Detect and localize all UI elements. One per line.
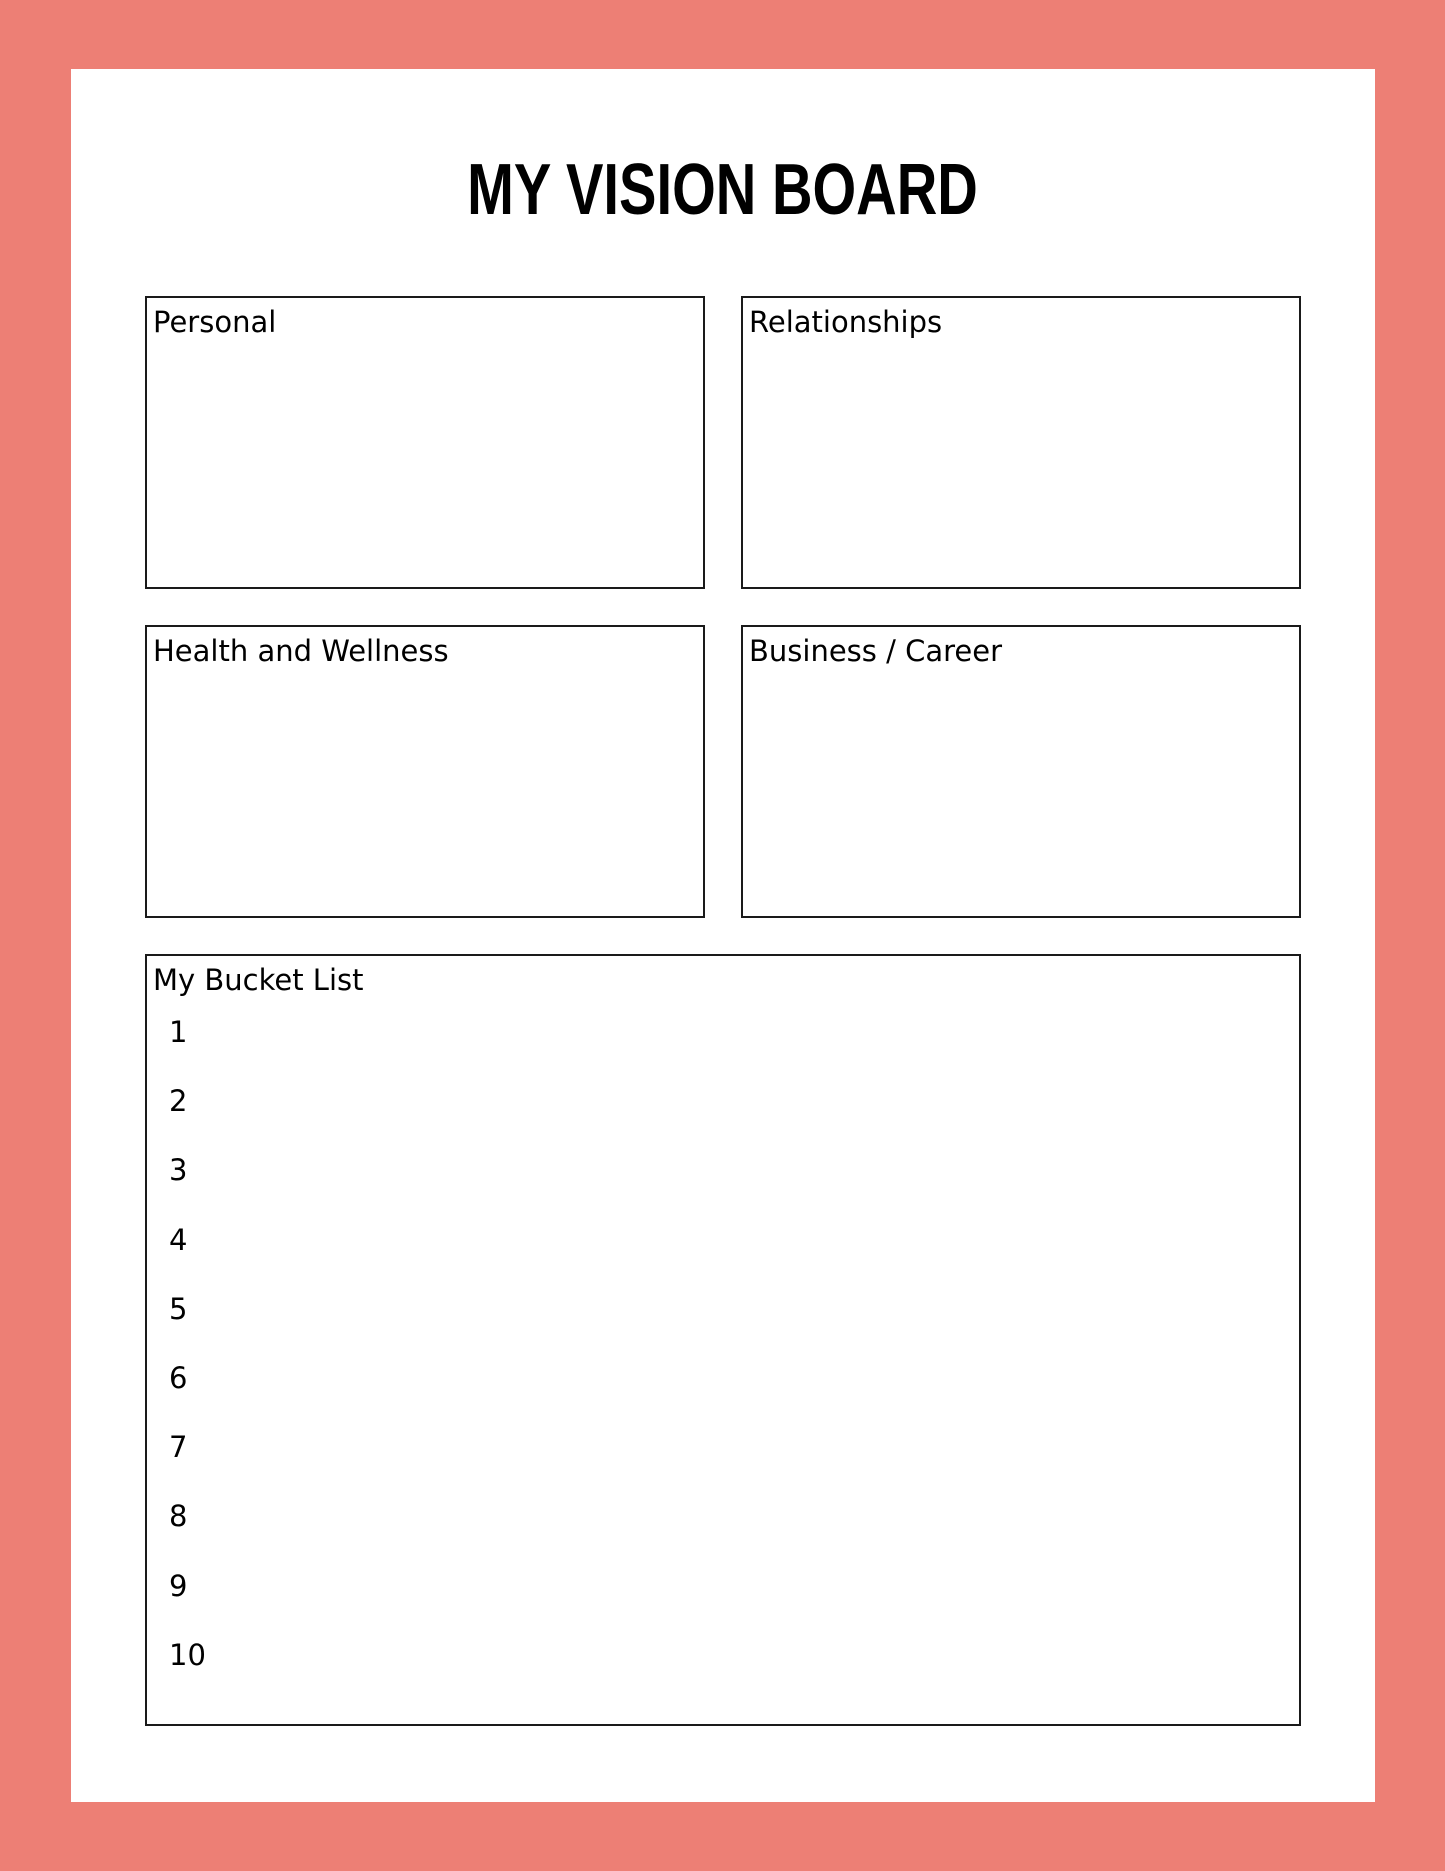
health-wellness-box[interactable] (145, 625, 705, 918)
bucket-list-item[interactable] (147, 1498, 347, 1567)
bucket-list-item[interactable] (147, 1014, 347, 1083)
bucket-item-number: 1 (169, 1015, 188, 1049)
bucket-list-item[interactable] (147, 1291, 347, 1360)
bucket-list-item[interactable] (147, 1360, 347, 1429)
business-career-label: Business / Career (749, 634, 1002, 668)
bucket-item-number: 5 (169, 1291, 188, 1326)
bucket-item-number: 2 (169, 1084, 188, 1119)
relationships-box[interactable] (741, 296, 1301, 589)
business-career-box[interactable] (741, 625, 1301, 918)
relationships-label: Relationships (749, 305, 943, 339)
bucket-item-number: 3 (169, 1153, 188, 1188)
bucket-list-item[interactable] (147, 1152, 347, 1221)
bucket-list-label: My Bucket List (153, 963, 364, 997)
personal-box[interactable] (145, 296, 705, 589)
bucket-item-number: 6 (169, 1360, 188, 1395)
bucket-item-number: 7 (169, 1430, 188, 1465)
bucket-list-item[interactable] (147, 1083, 347, 1152)
page-title: MY VISION BOARD (467, 150, 978, 230)
bucket-list (147, 1014, 347, 1706)
bucket-item-number: 4 (169, 1222, 188, 1257)
bucket-item-number: 10 (169, 1637, 206, 1672)
bucket-list-item[interactable] (147, 1429, 347, 1498)
bucket-item-number: 8 (169, 1499, 188, 1534)
personal-label: Personal (153, 305, 277, 339)
health-wellness-label: Health and Wellness (153, 634, 449, 668)
bucket-list-item[interactable] (147, 1222, 347, 1291)
bucket-list-box[interactable] (145, 954, 1301, 1726)
bucket-list-item[interactable] (147, 1568, 347, 1637)
bucket-item-number: 9 (169, 1568, 188, 1603)
bucket-list-item[interactable] (147, 1637, 347, 1706)
